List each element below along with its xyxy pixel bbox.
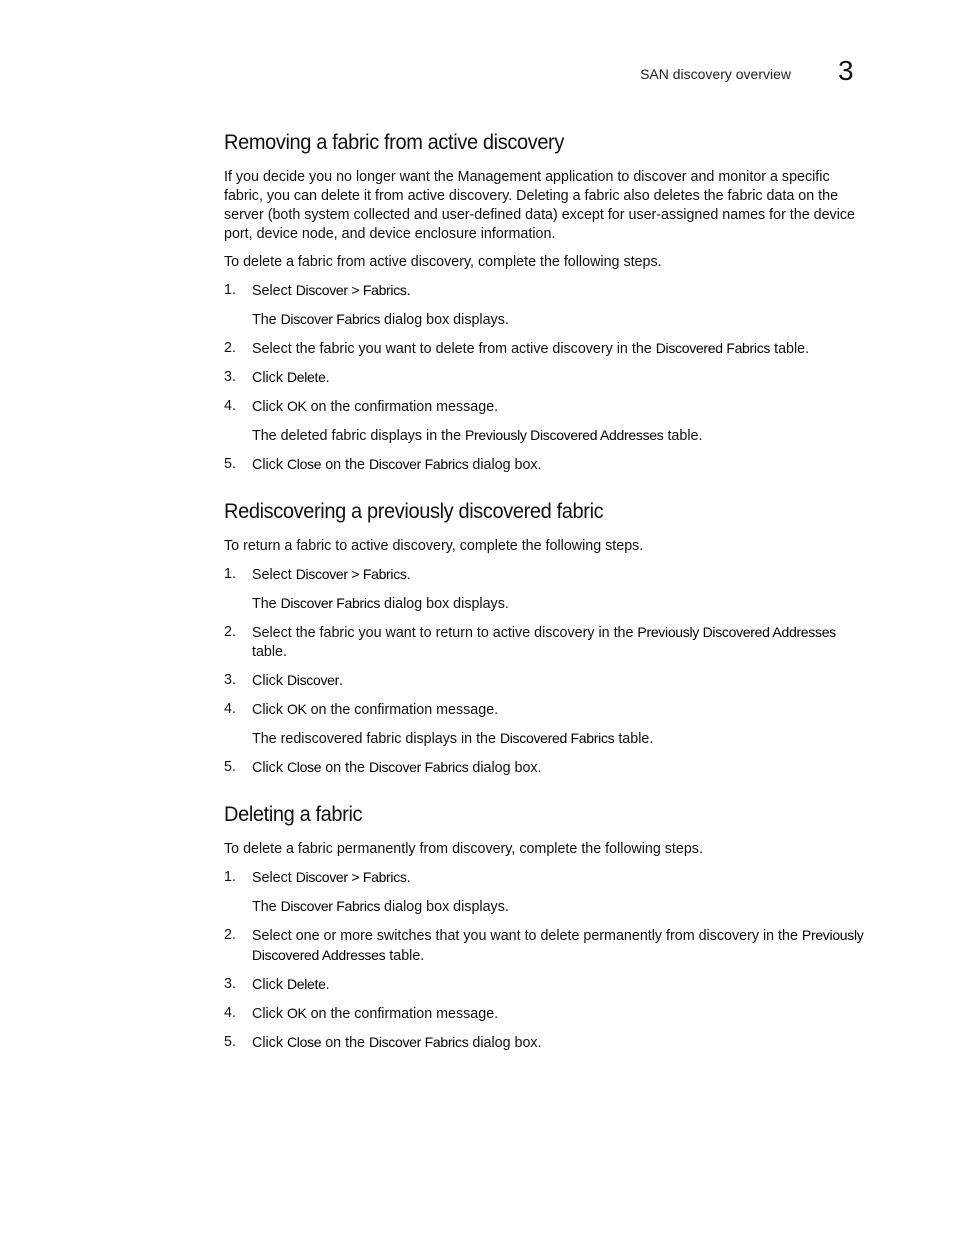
intro-paragraph: If you decide you no longer want the Management application to discover and monitor a specific fabric, you can delete it from active discovery. Deleting a fabric also deletes the fabric data on the server (both system collected and user-defined data) except for user-assigned names for the device port, device node, and device enclosure information. <box>224 169 855 242</box>
step-text: dialog box displays. <box>380 312 509 328</box>
document-body <box>224 128 872 1062</box>
step-text: . <box>339 673 343 689</box>
running-header-title: SAN discovery overview <box>640 66 791 82</box>
step-number: 2. <box>224 340 236 356</box>
step-list <box>224 868 872 1053</box>
step-text: table. <box>663 428 703 444</box>
ui-reference: Delete <box>286 976 326 992</box>
step-item <box>224 926 872 966</box>
ui-reference: Discover > Fabrics <box>295 566 407 582</box>
step-number: 1. <box>224 282 236 298</box>
step-result <box>224 310 872 330</box>
step-text: Select <box>252 870 296 886</box>
ui-reference: Discover > Fabrics <box>295 282 407 298</box>
step-text: The deleted fabric displays in the <box>252 428 465 444</box>
step-text: dialog box. <box>468 760 542 776</box>
steps-lead: To delete a fabric permanently from discovery, complete the following steps. <box>224 841 703 857</box>
step-item <box>224 368 872 388</box>
step-item <box>224 700 872 720</box>
ui-reference: Discover Fabrics <box>368 759 469 775</box>
ui-reference: Discovered Fabrics <box>499 730 615 746</box>
ui-reference: OK <box>286 398 307 414</box>
step-text: Click <box>252 702 287 718</box>
step-text: dialog box. <box>468 1035 542 1051</box>
step-number: 4. <box>224 398 236 414</box>
ui-reference: Close <box>286 759 322 775</box>
step-item <box>224 339 872 359</box>
step-number: 2. <box>224 927 236 943</box>
step-number: 3. <box>224 672 236 688</box>
section-rediscovering-fabric <box>224 497 872 778</box>
step-item <box>224 975 872 995</box>
ui-reference: Previously Discovered Addresses <box>252 927 864 963</box>
step-result <box>224 729 872 749</box>
step-number: 5. <box>224 456 236 472</box>
chapter-number: 3 <box>838 55 854 86</box>
section-heading: Deleting a fabric <box>224 802 363 826</box>
step-text: on the confirmation message. <box>306 702 499 718</box>
step-number: 3. <box>224 369 236 385</box>
step-item <box>224 281 872 301</box>
step-number: 1. <box>224 566 236 582</box>
step-text: Click <box>252 673 287 689</box>
ui-reference: Discover Fabrics <box>368 456 469 472</box>
step-result <box>224 897 872 917</box>
step-result <box>224 426 872 446</box>
ui-reference: Previously Discovered Addresses <box>465 427 664 443</box>
running-header <box>0 56 954 92</box>
step-text: table. <box>770 341 810 357</box>
section-heading: Rediscovering a previously discovered fabric <box>224 499 604 523</box>
step-text: dialog box displays. <box>380 596 509 612</box>
step-text: Select <box>252 567 296 583</box>
step-text: . <box>406 870 411 886</box>
step-text: on the <box>321 1035 369 1051</box>
step-number: 2. <box>224 624 236 640</box>
step-text: table. <box>252 644 287 660</box>
step-text: The <box>252 312 281 328</box>
step-text: on the <box>321 457 369 473</box>
step-text: Click <box>252 457 287 473</box>
step-text: dialog box. <box>468 457 542 473</box>
ui-reference: OK <box>286 1005 307 1021</box>
ui-reference: Discover Fabrics <box>280 311 381 327</box>
step-text: Click <box>252 399 287 415</box>
step-item <box>224 671 872 691</box>
step-text: . <box>406 567 411 583</box>
step-text: Select the fabric you want to return to active discovery in the <box>252 625 638 641</box>
step-number: 1. <box>224 869 236 885</box>
step-number: 3. <box>224 976 236 992</box>
step-text: . <box>325 370 330 386</box>
step-text: Click <box>252 1006 287 1022</box>
step-text: table. <box>614 731 654 747</box>
section-removing-fabric <box>224 128 872 475</box>
step-item <box>224 1004 872 1024</box>
step-text: on the <box>321 760 369 776</box>
step-item <box>224 397 872 417</box>
section-deleting-fabric <box>224 800 872 1053</box>
step-text: Select one or more switches that you want to delete permanently from discovery in the <box>252 928 802 944</box>
step-item <box>224 565 872 585</box>
step-list <box>224 281 872 475</box>
ui-reference: Discover Fabrics <box>280 595 381 611</box>
step-item <box>224 455 872 475</box>
ui-reference: Close <box>286 456 322 472</box>
steps-lead: To return a fabric to active discovery, complete the following steps. <box>224 538 644 554</box>
section-heading: Removing a fabric from active discovery <box>224 130 564 154</box>
step-text: dialog box displays. <box>380 899 509 915</box>
step-list <box>224 565 872 778</box>
step-text: Select the fabric you want to delete from active discovery in the <box>252 341 656 357</box>
steps-lead: To delete a fabric from active discovery, complete the following steps. <box>224 254 662 270</box>
step-text: The <box>252 596 281 612</box>
step-text: The rediscovered fabric displays in the <box>252 731 500 747</box>
step-item <box>224 868 872 888</box>
step-number: 5. <box>224 759 236 775</box>
step-item <box>224 1033 872 1053</box>
step-text: The <box>252 899 281 915</box>
step-text: Select <box>252 283 296 299</box>
step-number: 4. <box>224 701 236 717</box>
ui-reference: Discover <box>286 672 340 688</box>
ui-reference: Delete <box>286 369 326 385</box>
ui-reference: Discovered Fabrics <box>655 340 771 356</box>
ui-reference: Discover Fabrics <box>368 1034 469 1050</box>
step-text: table. <box>385 948 425 964</box>
step-text: Click <box>252 1035 287 1051</box>
step-number: 4. <box>224 1005 236 1021</box>
step-text: on the confirmation message. <box>306 399 499 415</box>
step-text: . <box>325 977 330 993</box>
step-item <box>224 623 872 662</box>
step-text: Click <box>252 977 287 993</box>
step-item <box>224 758 872 778</box>
step-text: Click <box>252 370 287 386</box>
step-text: on the confirmation message. <box>306 1006 499 1022</box>
ui-reference: Previously Discovered Addresses <box>637 624 836 640</box>
step-text: . <box>406 283 411 299</box>
ui-reference: Discover Fabrics <box>280 898 381 914</box>
ui-reference: Close <box>286 1034 322 1050</box>
step-result <box>224 594 872 614</box>
step-number: 5. <box>224 1034 236 1050</box>
step-text: Click <box>252 760 287 776</box>
ui-reference: Discover > Fabrics <box>295 869 407 885</box>
ui-reference: OK <box>286 701 307 717</box>
